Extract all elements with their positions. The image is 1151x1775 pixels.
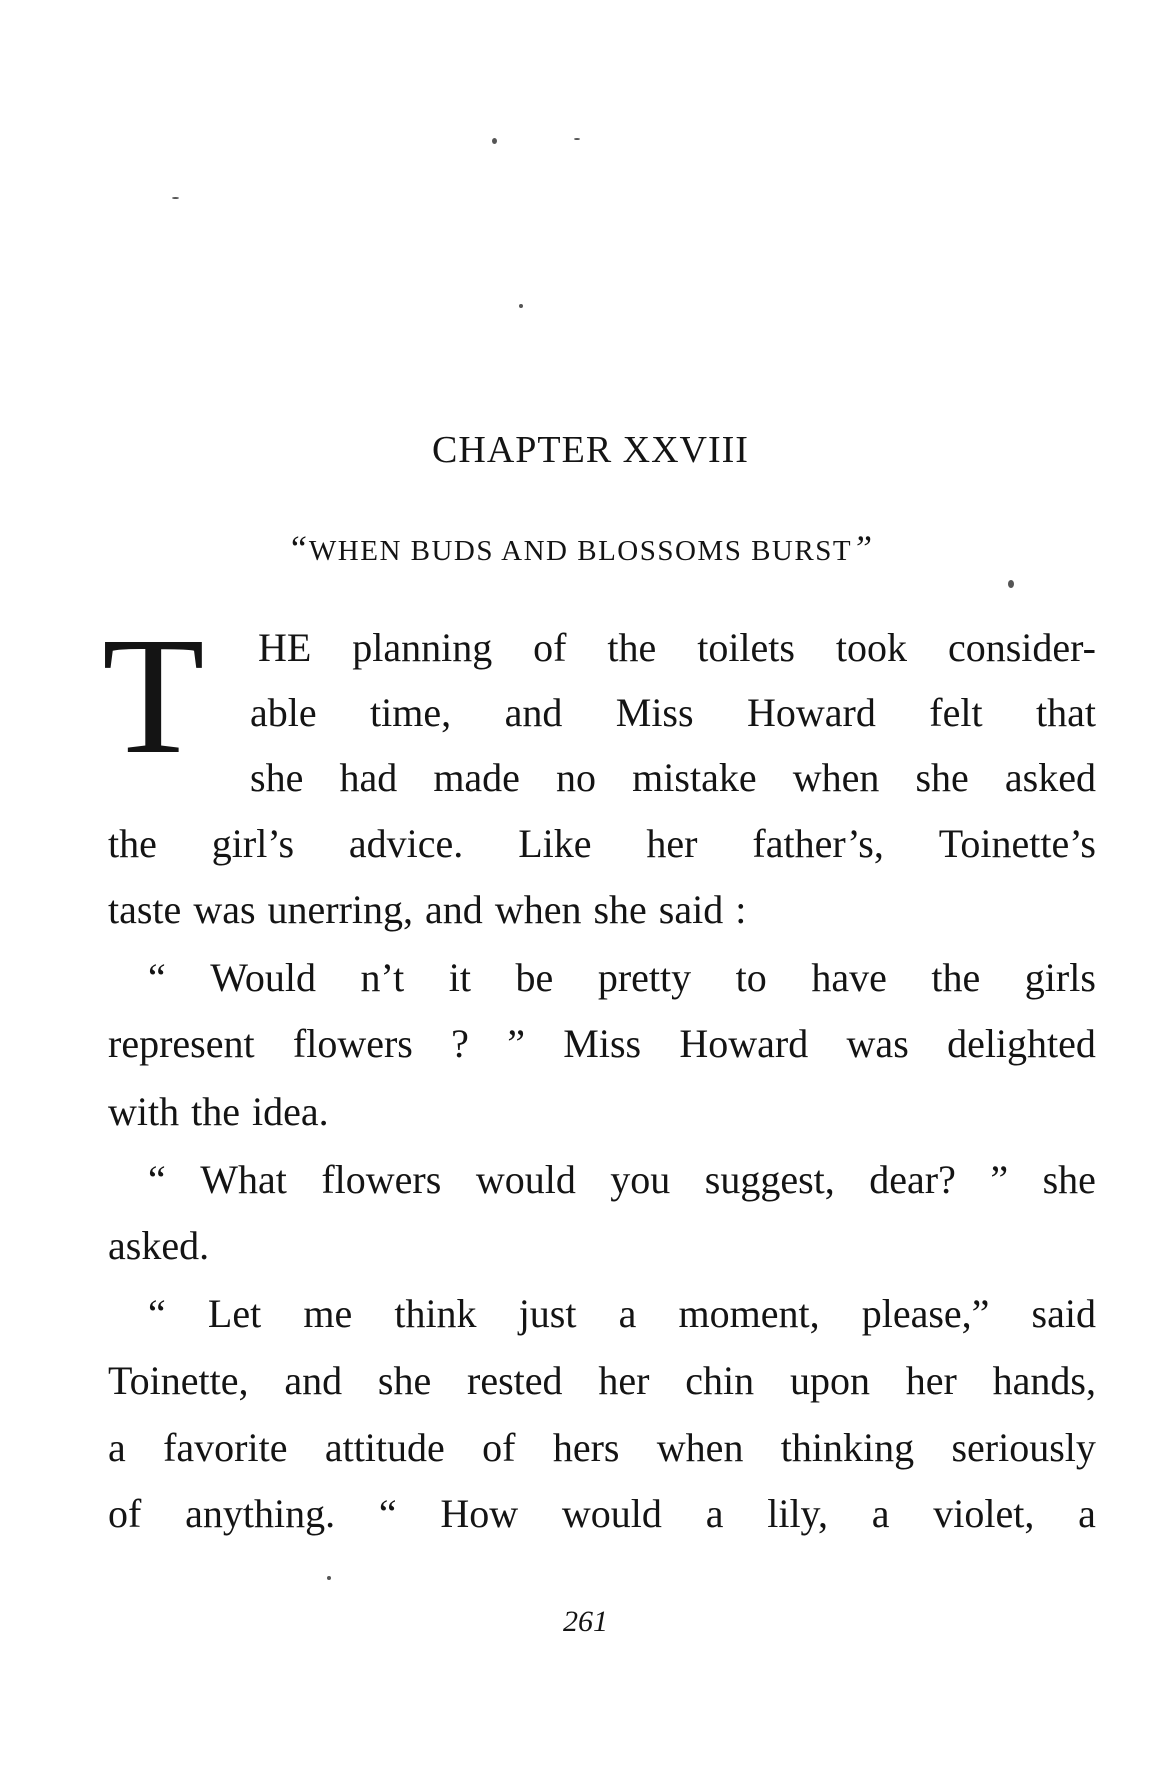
word: think — [394, 1291, 477, 1336]
word: she — [377, 1358, 432, 1403]
word: her — [598, 1358, 650, 1403]
word: her — [905, 1358, 957, 1403]
word: the — [108, 821, 157, 866]
word: moment, — [678, 1291, 820, 1336]
text-line — [108, 1425, 1096, 1470]
word: anything. — [185, 1491, 336, 1536]
text-line — [108, 887, 1096, 932]
word: of — [533, 625, 567, 670]
word: and — [425, 887, 483, 932]
word: of — [108, 1491, 142, 1536]
word: when — [494, 887, 582, 932]
word: n’t — [360, 955, 405, 1000]
word: no — [556, 755, 597, 800]
word: flowers — [321, 1157, 442, 1202]
word: said — [1031, 1291, 1096, 1336]
word: have — [811, 955, 887, 1000]
word: dear? — [869, 1157, 956, 1202]
word: it — [448, 955, 471, 1000]
word: ” — [990, 1157, 1009, 1202]
word: planning — [352, 625, 493, 670]
word: took — [835, 625, 908, 670]
text-line — [108, 1358, 1096, 1403]
word: lily, — [767, 1491, 828, 1536]
word: unerring, — [267, 887, 414, 932]
word: a — [618, 1291, 637, 1336]
word: chin — [685, 1358, 755, 1403]
word: had — [339, 755, 398, 800]
word: Like — [518, 821, 592, 866]
word: How — [440, 1491, 519, 1536]
text-line — [148, 1291, 1096, 1336]
word: when — [792, 755, 880, 800]
chapter-title-text: WHEN BUDS AND BLOSSOMS BURST — [308, 535, 853, 567]
word: when — [656, 1425, 744, 1470]
word: time, — [370, 690, 452, 735]
word: violet, — [933, 1491, 1035, 1536]
word: taste — [108, 887, 182, 932]
word: made — [433, 755, 520, 800]
word: me — [303, 1291, 353, 1336]
word: please,” — [861, 1291, 990, 1336]
word: Toinette, — [108, 1358, 249, 1403]
word: Let — [207, 1291, 262, 1336]
word: upon — [789, 1358, 870, 1403]
scan-speck — [172, 197, 179, 199]
word: Toinette’s — [938, 821, 1096, 866]
word: suggest, — [704, 1157, 835, 1202]
word: consider- — [947, 625, 1096, 670]
word: thinking — [780, 1425, 915, 1470]
text-line — [250, 755, 1096, 800]
word: a — [871, 1491, 890, 1536]
word: delighted — [947, 1021, 1096, 1066]
word: Howard — [679, 1021, 809, 1066]
word: of — [482, 1425, 516, 1470]
word: father’s, — [752, 821, 884, 866]
scan-speck — [327, 1576, 331, 1580]
text-line — [108, 1089, 1096, 1134]
scan-speck — [519, 304, 523, 308]
word: “ — [148, 1157, 166, 1202]
word: rested — [467, 1358, 563, 1403]
word: Howard — [746, 690, 876, 735]
word: a — [705, 1491, 724, 1536]
word: : — [735, 887, 747, 932]
word: with — [108, 1089, 180, 1134]
text-line — [108, 821, 1096, 866]
page-number: 261 — [563, 1605, 608, 1638]
word: advice. — [348, 821, 464, 866]
word: girl’s — [211, 821, 295, 866]
chapter-title — [0, 527, 1151, 569]
open-quote: “ — [287, 528, 309, 568]
text-line — [108, 1021, 1096, 1066]
word: the — [931, 955, 981, 1000]
word: HE — [258, 625, 312, 670]
word: Miss — [615, 690, 694, 735]
word: girls — [1024, 955, 1096, 1000]
word: attitude — [324, 1425, 445, 1470]
word: ? — [451, 1021, 469, 1066]
word: “ — [148, 955, 166, 1000]
word: Would — [210, 955, 316, 1000]
text-line — [148, 955, 1096, 1000]
word: she — [593, 887, 647, 932]
word: and — [284, 1358, 343, 1403]
word: she — [915, 755, 969, 800]
word: said — [658, 887, 724, 932]
word: toilets — [697, 625, 795, 670]
word: a — [1078, 1491, 1096, 1536]
drop-cap: T — [102, 603, 205, 789]
word: “ — [148, 1291, 166, 1336]
word: Miss — [563, 1021, 642, 1066]
chapter-number: CHAPTER XXVIII — [432, 429, 749, 471]
word: ” — [507, 1021, 525, 1066]
word: hers — [552, 1425, 620, 1470]
scan-speck — [1008, 580, 1014, 588]
word: idea. — [252, 1089, 329, 1134]
text-line — [108, 1223, 1096, 1268]
word: What — [200, 1157, 287, 1202]
word: just — [518, 1291, 577, 1336]
word: a — [108, 1425, 126, 1470]
word: hands, — [992, 1358, 1096, 1403]
word: would — [561, 1491, 662, 1536]
word: the — [607, 625, 657, 670]
word: asked. — [108, 1223, 210, 1268]
word: you — [610, 1157, 671, 1202]
word: be — [515, 955, 554, 1000]
word: seriously — [951, 1425, 1096, 1470]
word: her — [646, 821, 698, 866]
word: to — [735, 955, 767, 1000]
word: that — [1036, 690, 1096, 735]
text-line — [250, 690, 1096, 735]
text-line — [108, 1491, 1096, 1536]
word: was — [846, 1021, 909, 1066]
word: was — [193, 887, 256, 932]
word: represent — [108, 1021, 255, 1066]
word: the — [191, 1089, 240, 1134]
word: pretty — [597, 955, 692, 1000]
word: she — [1042, 1157, 1096, 1202]
word: able — [250, 690, 317, 735]
word: and — [504, 690, 563, 735]
scan-speck — [492, 138, 497, 144]
scan-speck — [574, 138, 580, 140]
word: mistake — [632, 755, 757, 800]
word: asked — [1004, 755, 1096, 800]
word: would — [475, 1157, 576, 1202]
word: flowers — [292, 1021, 413, 1066]
word: “ — [378, 1491, 397, 1536]
word: favorite — [163, 1425, 288, 1470]
text-line — [148, 1157, 1096, 1202]
word: felt — [929, 690, 983, 735]
text-line — [258, 625, 1096, 670]
close-quote: ” — [852, 528, 874, 568]
word: she — [250, 755, 304, 800]
